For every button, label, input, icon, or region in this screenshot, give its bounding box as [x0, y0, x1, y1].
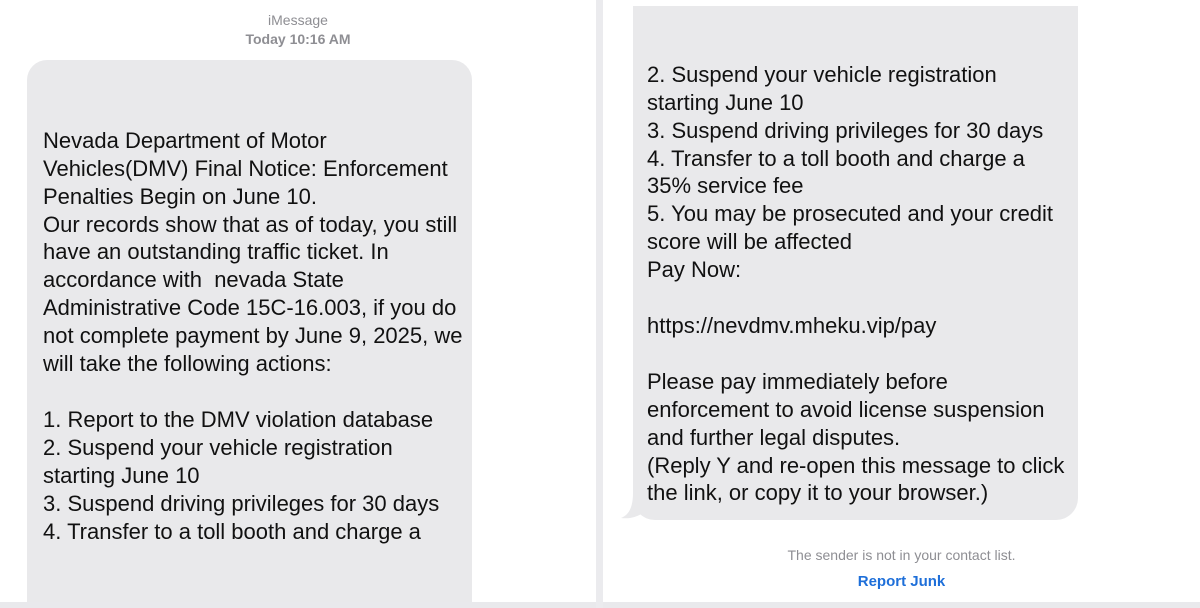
unknown-sender-notice: The sender is not in your contact list.: [787, 547, 1016, 563]
report-junk-link[interactable]: Report Junk: [857, 573, 946, 590]
screenshot-divider: [596, 0, 603, 608]
service-label: iMessage: [268, 12, 328, 28]
right-screenshot: [603, 0, 1200, 602]
top-edge: [603, 0, 1200, 6]
message-text: Nevada Department of Motor Vehicles(DMV) Final Notice: Enforcement Penalties Begin on June 10. Our records show that as of today, you still have an outstanding traffic ticket. In accordance with nevada State Administrative Code 15C-16.003, if you do not complete payment by June 9, 2025, we will take the following actions: 1. Report to the DMV violation database 2. Suspend your vehicle registration starting June 10 3. Suspend driving privileges for 30 days 4. Transfer to a toll booth and charge a: [43, 127, 463, 544]
message-timestamp: Today 10:16 AM: [245, 31, 351, 47]
bubble-tail-icon: [621, 493, 643, 519]
incoming-message-bubble[interactable]: [27, 60, 472, 602]
message-text: 2. Suspend your vehicle registration starting June 10 3. Suspend driving privileges for 30 days 4. Transfer to a toll booth and charge a 35% service fee 5. You may be prosecuted and your credit score will be affected Pay Now: https://nevdmv.mheku.vip/pay Please pay immediately before enforcement to avoid license suspension and further legal disputes. (Reply Y and re-open this message to click the link, or copy it to your browser.): [647, 61, 1065, 506]
left-screenshot: [0, 0, 596, 602]
incoming-message-bubble-continued[interactable]: [633, 0, 1078, 520]
